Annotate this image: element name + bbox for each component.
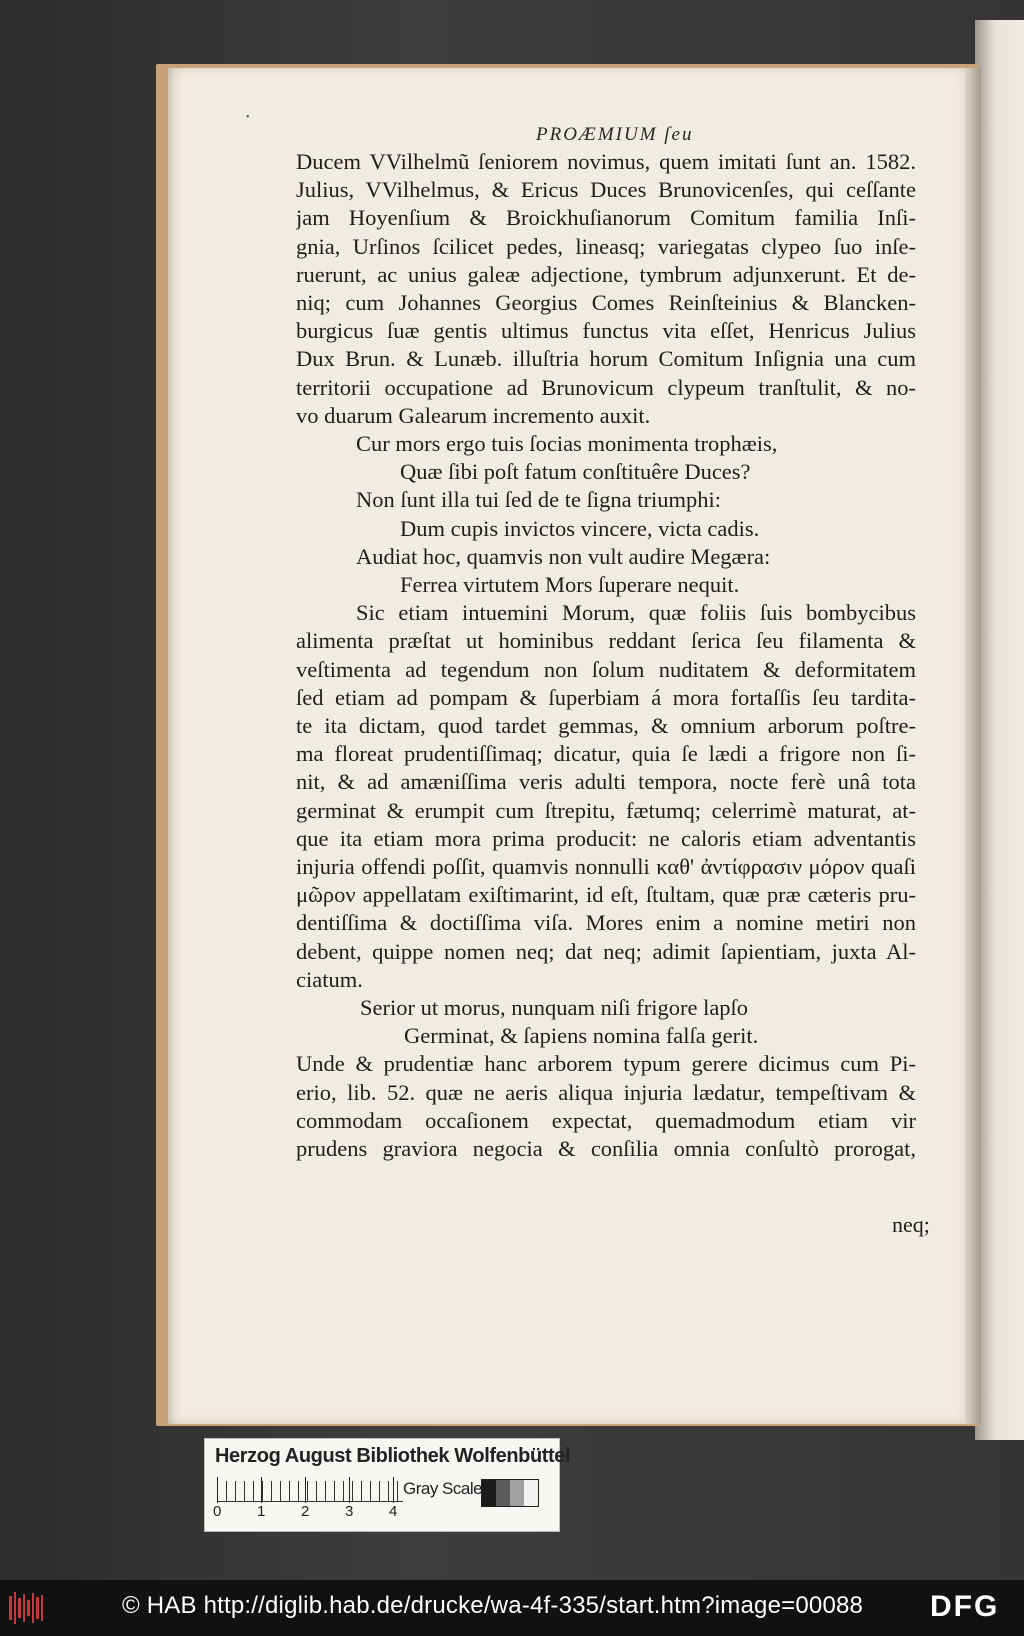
- text-line: dentiſſima & doctiſſima viſa. Mores enim a nomine metiri non: [296, 910, 916, 936]
- text-line: Germinat, & ſapiens nomina falſa gerit.: [404, 1023, 759, 1049]
- running-head: PROÆMIUM ſeu: [536, 124, 694, 145]
- text-line: veſtimenta ad tegendum non ſolum nuditatem & deformitatem: [296, 656, 916, 682]
- text-line: debent, quippe nomen neq; dat neq; adimit ſapientiam, juxta Al-: [296, 938, 916, 964]
- text-line: ſed etiam ad pompam & ſuperbiam á mora fortaſſis ſeu tardita-: [296, 684, 916, 710]
- text-line: nit, & ad amæniſſima veris adulti tempora, nocte ferè unâ tota: [296, 769, 916, 795]
- text-line: Non ſunt illa tui ſed de te ſigna triumphi:: [356, 487, 721, 513]
- text-line: ma floreat prudentiſſimaq; dicatur, quia ſe lædi a frigore non ſi-: [296, 741, 916, 767]
- text-line: burgicus ſuæ gentis ultimus functus vita eſſet, Henricus Julius: [296, 318, 916, 344]
- text-line: Audiat hoc, quamvis non vult audire Megæra:: [356, 543, 771, 569]
- ruler-tick: [393, 1477, 394, 1503]
- ruler-tick: [217, 1477, 218, 1503]
- scale-number: 0: [213, 1503, 222, 1520]
- scale-number: 3: [345, 1503, 354, 1520]
- scale-number: 4: [389, 1503, 398, 1520]
- gray-scale-label: Gray Scale: [403, 1479, 483, 1498]
- dfg-logo: DFG: [930, 1590, 1000, 1623]
- page-gutter: [965, 68, 981, 1424]
- text-line: Cur mors ergo tuis ſocias monimenta trophæis,: [356, 431, 778, 456]
- text-line: te ita dictam, quod tardet gemmas, & omnium arborum poſtre-: [296, 713, 916, 738]
- text-line: Sic etiam intuemini Morum, quæ foliis ſuis bombycibus: [356, 600, 916, 626]
- scale-number: 2: [301, 1503, 310, 1520]
- ruler-tick: [349, 1477, 350, 1503]
- facing-page-edge: [975, 20, 1024, 1440]
- text-line: Unde & prudentiæ hanc arborem typum gerere dicimus cum Pi-: [296, 1051, 916, 1077]
- text-line: erio, lib. 52. quæ ne aeris aliqua injuria lædatur, tempeſtivam &: [296, 1079, 916, 1105]
- text-line: injuria offendi poſſit, quamvis nonnulli καθ' ἀντίφρασιν μόρον quaſi: [296, 854, 916, 879]
- text-line: Ducem VVilhelmũ ſeniorem novimus, quem imitati ſunt an. 1582.: [296, 149, 916, 174]
- text-line: Dum cupis invictos vincere, victa cadis.: [400, 515, 760, 541]
- text-line: ciatum.: [296, 966, 363, 992]
- color-scale-card: [204, 1438, 571, 1532]
- text-line: ruerunt, ac unius galeæ adjectione, tymbrum adjunxerunt. Et de-: [296, 261, 916, 287]
- gray-scale-swatches: [481, 1479, 539, 1507]
- text-line: Quæ ſibi poſt fatum conſtituêre Duces?: [400, 459, 751, 485]
- text-line: germinat & erumpit cum ſtrepitu, fætumq; celerrimè maturat, at-: [296, 797, 916, 823]
- hab-logo-icon: [8, 1590, 46, 1626]
- card-title: Herzog August Bibliothek Wolfenbüttel: [215, 1445, 571, 1467]
- text-line: Julius, VVilhelmus, & Ericus Duces Brunovicenſes, qui ceſſante: [296, 177, 916, 203]
- text-line: vo duarum Galearum incremento auxit.: [296, 402, 651, 428]
- text-line: Dux Brun. & Lunæb. illuſtria horum Comitum Inſignia una cum: [296, 346, 916, 372]
- catchword: neq;: [892, 1212, 930, 1237]
- text-line: que ita etiam mora prima producit: ne caloris etiam adventantis: [296, 825, 916, 851]
- text-line: μῶρον appellatam exiſtimarint, id eſt, ſtultam, quæ præ cæteris pru-: [296, 882, 916, 908]
- ruler-scale: [217, 1481, 403, 1502]
- margin-mark: •: [246, 112, 250, 123]
- text-line: prudens graviora negocia & conſilia omnia conſultò prorogat,: [296, 1136, 916, 1161]
- text-line: niq; cum Johannes Georgius Comes Reinſteinius & Blancken-: [296, 290, 916, 315]
- footer-copyright-url[interactable]: © HAB http://diglib.hab.de/drucke/wa-4f-335/start.htm?image=00088: [122, 1592, 864, 1619]
- text-line: gnia, Urſinos ſcilicet pedes, lineasq; variegatas clypeo ſuo inſe-: [296, 233, 916, 259]
- text-line: alimenta præſtat ut hominibus reddant ſerica ſeu filamenta &: [296, 628, 916, 654]
- text-line: Ferrea virtutem Mors ſuperare nequit.: [400, 572, 740, 597]
- text-line: Serior ut morus, nunquam niſi frigore lapſo: [360, 995, 749, 1020]
- text-line: jam Hoyenſium & Broickhuſianorum Comitum familia Inſi-: [296, 205, 916, 231]
- text-line: commodam occaſionem expectat, quemadmodum etiam vir: [296, 1107, 916, 1133]
- text-line: territorii occupatione ad Brunovicum clypeum tranſtulit, & no-: [296, 374, 916, 400]
- footer-bar: [0, 1580, 1024, 1636]
- scale-number: 1: [257, 1503, 266, 1520]
- ruler-tick: [261, 1477, 262, 1503]
- ruler-tick: [305, 1477, 306, 1503]
